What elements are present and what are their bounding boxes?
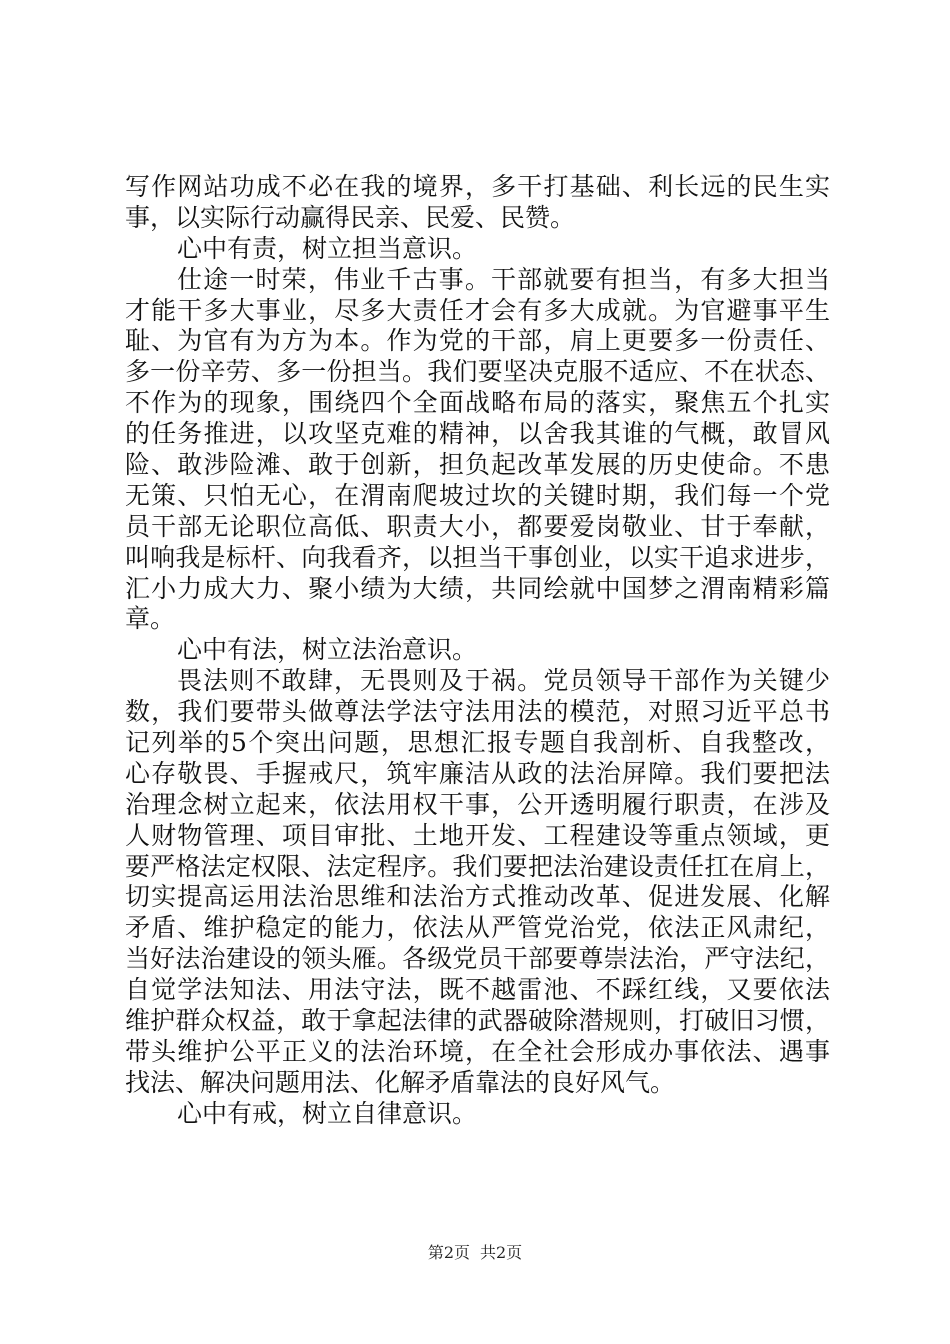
text-line: 仕途一时荣，伟业千古事。干部就要有担当，有多大担当 [177, 264, 830, 294]
text-line: 记列举的5个突出问题，思想汇报专题自我剖析、自我整改， [125, 728, 830, 758]
text-line: 切实提高运用法治思维和法治方式推动改革、促进发展、化解 [125, 882, 830, 912]
text-line: 治理念树立起来，依法用权干事，公开透明履行职责，在涉及 [125, 789, 830, 819]
text-line: 汇小力成大力、聚小绩为大绩，共同绘就中国梦之渭南精彩篇 [125, 573, 830, 603]
page-number: 第2页 [427, 1243, 470, 1262]
text-line: 才能干多大事业，尽多大责任才会有多大成就。为官避事平生 [125, 295, 830, 325]
text-line: 当好法治建设的领头雁。各级党员干部要尊崇法治，严守法纪， [125, 944, 830, 974]
text-line: 多一份辛劳、多一份担当。我们要坚决克服不适应、不在状态、 [125, 357, 830, 387]
text-line: 心存敬畏、手握戒尺，筑牢廉洁从政的法治屏障。我们要把法 [125, 758, 830, 788]
text-line: 人财物管理、项目审批、土地开发、工程建设等重点领域，更 [125, 820, 830, 850]
text-line: 带头维护公平正义的法治环境，在全社会形成办事依法、遇事 [125, 1036, 830, 1066]
text-line: 心中有法，树立法治意识。 [177, 635, 478, 665]
text-line: 自觉学法知法、用法守法，既不越雷池、不踩红线，又要依法 [125, 975, 830, 1005]
text-line: 畏法则不敢肆，无畏则及于祸。党员领导干部作为关键少 [177, 666, 830, 696]
text-line: 数，我们要带头做尊法学法守法用法的模范，对照习近平总书 [125, 697, 830, 727]
page-footer [0, 1243, 950, 1263]
text-line: 矛盾、维护稳定的能力，依法从严管党治党，依法正风肃纪， [125, 913, 830, 943]
text-line: 章。 [125, 604, 176, 634]
text-line: 事，以实际行动赢得民亲、民爱、民赞。 [125, 202, 576, 232]
text-line: 不作为的现象，围绕四个全面战略布局的落实，聚焦五个扎实 [125, 388, 830, 418]
text-line: 的任务推进，以攻坚克难的精神，以舍我其谁的气概，敢冒风 [125, 419, 830, 449]
text-line: 维护群众权益，敢于拿起法律的武器破除潜规则，打破旧习惯， [125, 1006, 830, 1036]
text-line: 无策、只怕无心，在渭南爬坡过坎的关键时期，我们每一个党 [125, 480, 830, 510]
text-line: 要严格法定权限、法定程序。我们要把法治建设责任扛在肩上， [125, 851, 830, 881]
text-line: 险、敢涉险滩、敢于创新，担负起改革发展的历史使命。不患 [125, 450, 830, 480]
text-line: 写作网站功成不必在我的境界，多干打基础、利长远的民生实 [125, 172, 830, 201]
body-text [125, 172, 830, 1130]
page-total: 共2页 [480, 1243, 523, 1262]
text-line: 员干部无论职位高低、职责大小，都要爱岗敬业、甘于奉献， [125, 511, 830, 541]
text-line: 叫响我是标杆、向我看齐，以担当干事创业，以实干追求进步， [125, 542, 830, 572]
text-line: 耻、为官有为方为本。作为党的干部，肩上更要多一份责任、 [125, 326, 830, 356]
text-line: 找法、解决问题用法、化解矛盾靠法的良好风气。 [125, 1067, 676, 1097]
text-line: 心中有戒，树立自律意识。 [177, 1098, 478, 1128]
text-line: 心中有责，树立担当意识。 [177, 233, 478, 263]
